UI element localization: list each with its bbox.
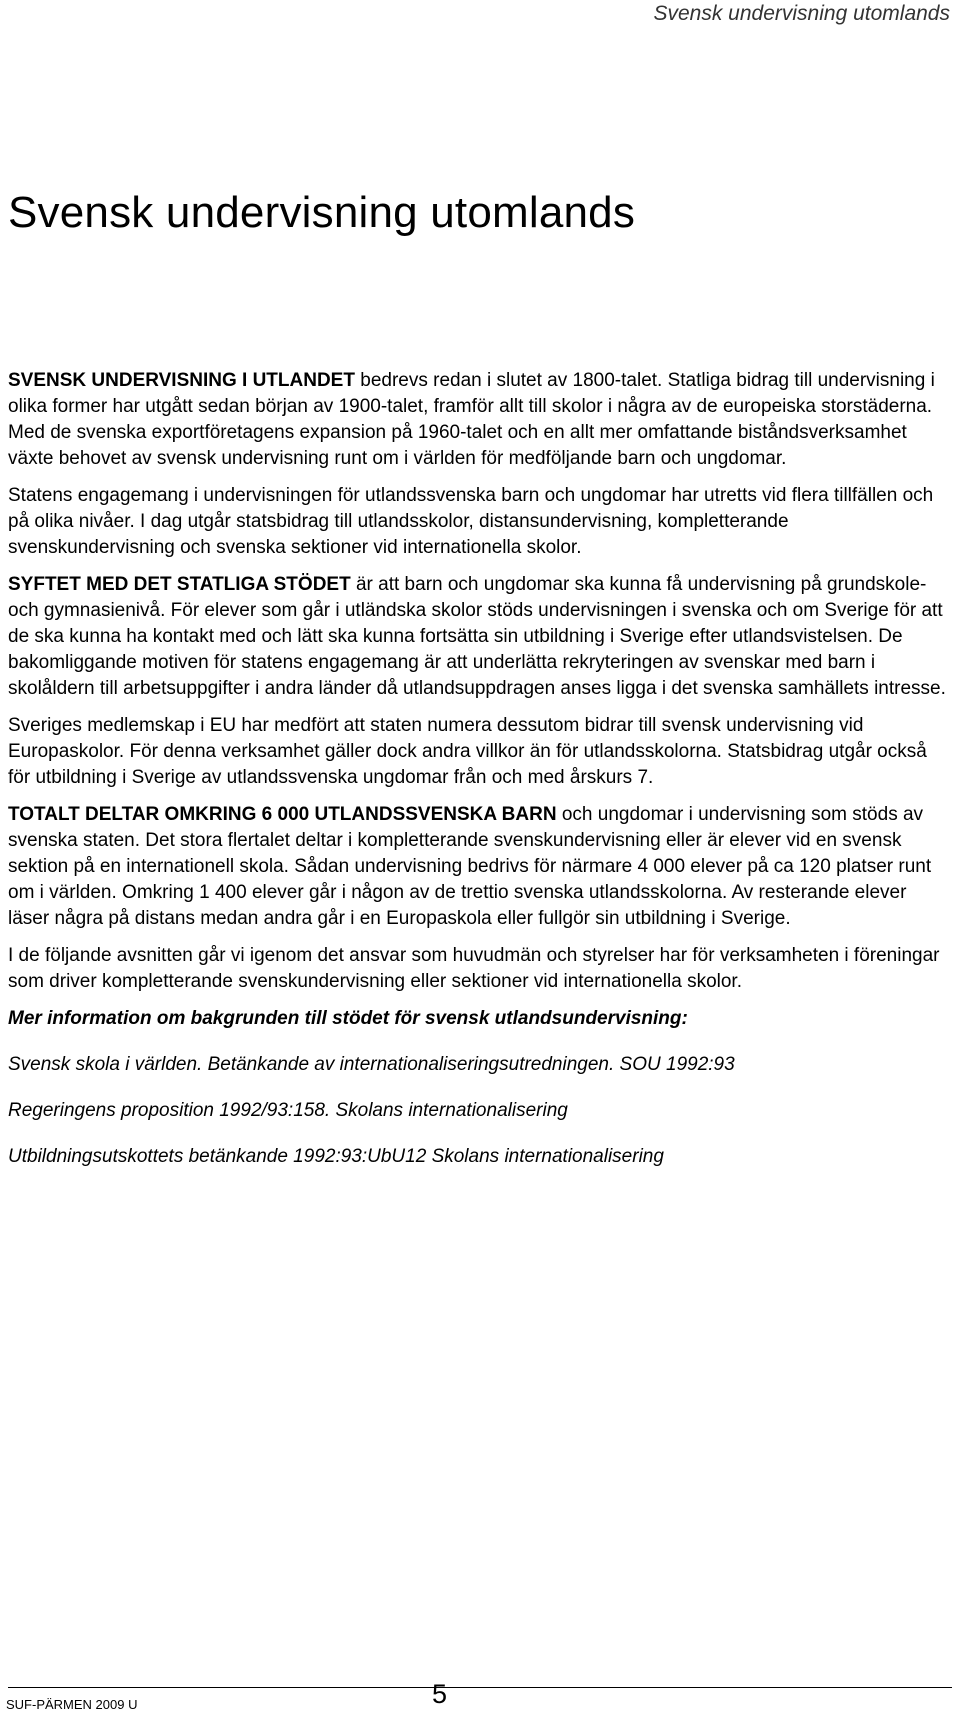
reference-item: Utbildningsutskottets betänkande 1992:93:UbU12 Skolans internationalisering [8,1146,664,1167]
paragraph-eu-membership [8,713,952,791]
paragraph-lead: SYFTET MED DET STATLIGA STÖDET [8,574,351,595]
running-header: Svensk undervisning utomlands [653,2,950,25]
paragraph-text: Sveriges medlemskap i EU har medfört att staten numera dessutom bidrar till svensk undervisning vid Europaskolor. För denna verksamhet gäller dock andra villkor än för utlandsskolorna. Statsbidrag utgår också för utbildning i Sverige av utlandssvenska ungdomar från och med årskurs 7. [8,715,927,788]
paragraph-purpose [8,572,952,702]
paragraph-text: bedrevs redan i slutet av 1800-talet. Statliga bidrag till undervisning i olika former har utgått sedan början av 1900-talet, framför allt till skolor i några av de europeiska storstäderna. Med de svenska exportföretagens expansion på 1960-talet och en allt mer omfattande biståndsverksamhet växte behovet av svensk undervisning runt om i världen för medföljande barn och ungdomar. [8,370,935,469]
page-title: Svensk undervisning utomlands [8,188,636,237]
paragraph-participation [8,802,952,932]
reference-item: Svensk skola i världen. Betänkande av internationaliseringsutredningen. SOU 1992:93 [8,1054,735,1075]
paragraph-history [8,368,952,472]
paragraph-following-sections [8,943,952,995]
paragraph-state-engagement [8,483,952,561]
paragraph-text: och ungdomar i undervisning som stöds av svenska staten. Det stora flertalet deltar i kompletterande svenskundervisning eller är elever vid en svensk sektion på en internationell skola. Sådan undervisning bedrivs för närmare 4 000 elever på ca 120 platser runt om i världen. Omkring 1 400 elever går i någon av de trettio svenska utlandsskolorna. Av resterande elever läser några på distans medan andra går i en Europaskola eller fullgör sin utbildning i Sverige. [8,804,932,929]
footer-publication: SUF-PÄRMEN 2009 U [6,1697,138,1712]
body-content [8,368,952,1190]
more-info-heading: Mer information om bakgrunden till stödet för svensk utlandsundervisning: [8,1008,688,1029]
reference-item: Regeringens proposition 1992/93:158. Skolans internationalisering [8,1100,568,1121]
paragraph-text: Statens engagemang i undervisningen för utlandssvenska barn och ungdomar har utretts vid flera tillfällen och på olika nivåer. I dag utgår statsbidrag till utlandsskolor, distansundervisning, kompletterande svenskundervisning och svenska sektioner vid internationella skolor. [8,485,934,558]
paragraph-lead: TOTALT DELTAR OMKRING 6 000 UTLANDSSVENSKA BARN [8,804,557,825]
paragraph-text: I de följande avsnitten går vi igenom det ansvar som huvudmän och styrelser har för verksamheten i föreningar som driver kompletterande svenskundervisning eller sektioner vid internationella skolor. [8,945,940,992]
paragraph-lead: SVENSK UNDERVISNING I UTLANDET [8,370,355,391]
paragraph-text: är att barn och ungdomar ska kunna få undervisning på grundskole- och gymnasienivå. För elever som går i utländska skolor stöds undervisningen i svenska och om Sverige för att de ska kunna ha kontakt med och lätt ska kunna fortsätta sin utbildning i Sverige efter utlandsvistelsen. De bakomliggande motiven för statens engagemang är att underlätta rekryteringen av svenskar med barn i skolåldern till arbetsuppgifter i andra länder då utlandsuppdragen anses ligga i det svenska samhällets intresse. [8,574,946,699]
footer-divider [8,1687,952,1688]
page-number: 5 [432,1679,448,1709]
